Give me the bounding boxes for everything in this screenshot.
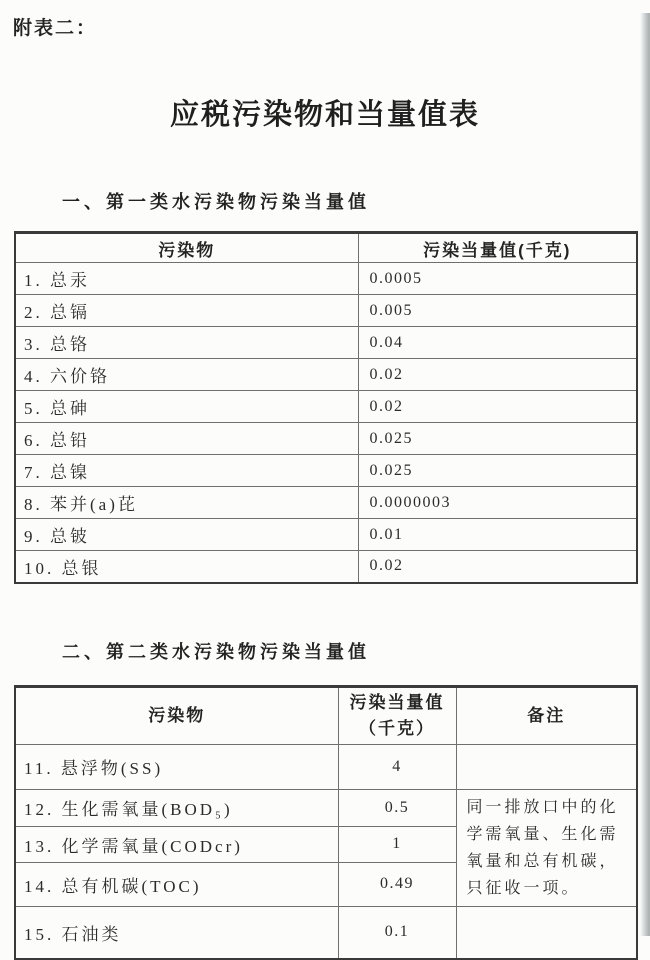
equivalent-value-header-line2: （千克） (339, 716, 456, 742)
pollutant-cell: 10. 总银 (15, 551, 358, 583)
table-row (15, 327, 637, 359)
value-cell: 0.025 (358, 423, 637, 455)
remark-cell (456, 906, 637, 959)
table-row (15, 263, 637, 295)
page-title: 应税污染物和当量值表 (0, 96, 650, 134)
value-cell: 0.02 (358, 551, 637, 583)
value-cell: 0.01 (358, 519, 637, 551)
value-cell: 0.025 (358, 455, 637, 487)
table-row (15, 744, 637, 789)
equivalent-value-header: 污染当量值(千克) (358, 233, 637, 263)
remark-cell: 同一排放口中的化学需氧量、生化需氧量和总有机碳，只征收一项。 (456, 789, 637, 906)
second-class-water-pollutants-table (14, 685, 638, 960)
pollutant-cell: 14. 总有机碳(TOC) (15, 862, 338, 906)
pollutant-cell: 7. 总镍 (15, 455, 358, 487)
value-cell: 0.02 (358, 391, 637, 423)
pollutant-header: 污染物 (15, 686, 338, 744)
remark-cell (456, 744, 637, 789)
value-cell: 0.0005 (358, 263, 637, 295)
table-header-row (15, 686, 637, 744)
scan-edge-shadow (640, 13, 650, 936)
value-cell: 0.5 (338, 789, 456, 826)
pollutant-cell: 1. 总汞 (15, 263, 358, 295)
value-cell: 0.04 (358, 327, 637, 359)
table-row (15, 359, 637, 391)
doc-label: 附表二： (13, 13, 650, 40)
value-cell: 0.005 (358, 295, 637, 327)
equivalent-value-header (338, 686, 456, 744)
pollutant-cell: 2. 总镉 (15, 295, 358, 327)
pollutant-cell: 9. 总铍 (15, 519, 358, 551)
table-row (15, 551, 637, 583)
pollutant-cell: 5. 总砷 (15, 391, 358, 423)
equivalent-value-header-line1: 污染当量值 (339, 690, 456, 716)
table-row (15, 423, 637, 455)
value-cell: 0.49 (338, 862, 456, 906)
value-cell: 1 (338, 826, 456, 862)
pollutant-cell: 8. 苯并(a)芘 (15, 487, 358, 519)
value-cell: 0.02 (358, 359, 637, 391)
first-class-table-body (15, 263, 637, 583)
table-row (15, 455, 637, 487)
table-row (15, 391, 637, 423)
pollutant-cell: 12. 生化需氧量(BOD₅) (15, 789, 338, 826)
remark-header: 备注 (456, 686, 637, 744)
value-cell: 0.0000003 (358, 487, 637, 519)
pollutant-cell: 3. 总铬 (15, 327, 358, 359)
pollutant-cell: 15. 石油类 (15, 906, 338, 959)
pollutant-cell: 13. 化学需氧量(CODcr) (15, 826, 338, 862)
second-class-table-body (15, 744, 637, 959)
table-row (15, 789, 637, 826)
table-row (15, 519, 637, 551)
section-1-heading: 一、第一类水污染物污染当量值 (62, 190, 650, 214)
table-row (15, 295, 637, 327)
table-header-row (15, 233, 637, 263)
first-class-water-pollutants-table (14, 231, 638, 584)
table-row (15, 487, 637, 519)
value-cell: 0.1 (338, 906, 456, 959)
pollutant-header: 污染物 (15, 233, 358, 263)
section-2-heading: 二、第二类水污染物污染当量值 (62, 640, 650, 664)
pollutant-cell: 6. 总铅 (15, 423, 358, 455)
value-cell: 4 (338, 744, 456, 789)
pollutant-cell: 11. 悬浮物(SS) (15, 744, 338, 789)
pollutant-cell: 4. 六价铬 (15, 359, 358, 391)
table-row (15, 906, 637, 959)
